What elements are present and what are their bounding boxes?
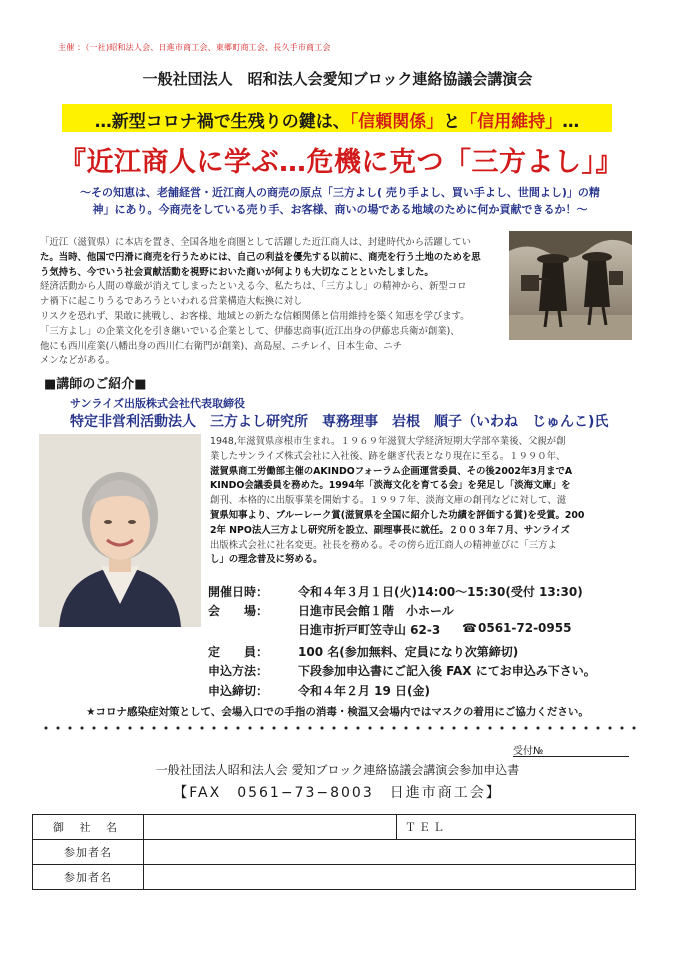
main-title: 『近江商人に学ぶ…危機に克つ「三方よし」』 <box>59 147 623 178</box>
deadline-label: 申込締切： <box>208 684 269 698</box>
venue-address: 日進市折戸町笠寺山 62-3 <box>298 623 441 637</box>
receipt-number: 受付№ <box>513 742 629 757</box>
body-line: メンなどがある。 <box>40 355 116 367</box>
lead-text <box>50 184 630 218</box>
venue-value: 日進市民会館１階 小ホール <box>298 604 454 618</box>
table-row <box>33 865 636 890</box>
apply-label: 申込方法： <box>208 664 269 678</box>
speaker-bio <box>210 435 634 568</box>
organizers-line: 主催 ：（一社)昭和法人会、日進市商工会、東郷町商工会、長久手市商工会 <box>58 43 331 52</box>
tel-label: ＴＥＬ <box>405 821 447 834</box>
fax-line: 【FAX 0561−73−8003 日進市商工会】 <box>173 785 502 801</box>
application-form-table <box>32 814 636 890</box>
bio-line: KINDO会議委員を務めた。1994年「淡海文化を育てる会」を発足し「淡海文庫」を <box>210 480 571 492</box>
speaker-portrait <box>39 434 201 627</box>
table-row <box>33 840 636 865</box>
capacity-label: 定 員： <box>208 645 269 659</box>
cut-line <box>40 724 636 732</box>
speaker-section-heading: ■講師のご紹介■ <box>44 377 147 392</box>
body-line: 「三方よし」の企業文化を引き継いでいる企業として、伊藤忠商事(近江出身の伊藤忠兵衛が創業)、 <box>40 325 460 337</box>
bio-line: 業したサンライズ株式会社に入社後、跡を継ぎ代表となり現在に至る。１９９０年、 <box>210 450 566 462</box>
capacity-value: 100 名(参加無料、定員になり次第締切) <box>298 645 519 659</box>
body-line: た。当時、他国で円滑に商売を行うためには、自己の利益を優先する以前に、商売を行う土地のためを思 <box>40 251 481 263</box>
participant2-label: 参加者名 <box>33 865 144 890</box>
body-line: う気持ち、今でいう社会貢献活動を視野においた商いが何よりも大切なことといたしました。 <box>40 266 434 278</box>
body-line: ナ禍下に起こりうるであろうといわれる営業構造大転換に対し <box>40 296 303 308</box>
participant1-label: 参加者名 <box>33 840 144 865</box>
lead-line-2: 神」にあり。今商売をしている売り手、お客様、商いの場である地域のために何か貢献できるか！～ <box>92 203 588 216</box>
phone-icon: ☎ <box>462 621 477 635</box>
body-line: 経済活動から人間の尊厳が消えてしまったといえる今、私たちは、「三方よし」の精神から、新型コロ <box>40 281 467 293</box>
lead-line-1: ～その知恵は、老舗経営・近江商人の商売の原点「三方よし( 売り手よし、買い手よし、世間よし)」の精 <box>80 186 600 199</box>
tel-field[interactable] <box>397 815 636 840</box>
bio-line: 賀県知事より、ブルーレーク賞(滋賀県を全国に紹介した功績を評価する賞)を受賞。200 <box>210 509 585 521</box>
participant2-field[interactable] <box>144 865 636 890</box>
headline-part1: …新型コロナ禍で生残りの鍵は、 <box>94 112 350 132</box>
headline-credit: 「信用維持」 <box>460 112 563 132</box>
speaker-title: 特定非営利活動法人 三方よし研究所 専務理事 岩根 順子（いわね じゅんこ)氏 <box>70 414 609 430</box>
bio-line: 2年 NPO法人三方よし研究所を設立、副理事長に就任。２００３年７月、サンライズ <box>210 524 570 536</box>
speaker-company: サンライズ出版株式会社代表取締役 <box>70 397 246 410</box>
headline <box>62 107 612 132</box>
date-label: 開催日時： <box>208 585 269 599</box>
date-value: 令和４年３月１日(火)14:00～15:30(受付 13:30) <box>298 585 583 599</box>
venue-label: 会 場： <box>208 604 269 618</box>
body-line: リスクを恐れず、果敢に挑戦し、お客様、地域との新たな信頼関係と信用維持を築く知恵を学びます。 <box>40 310 470 322</box>
company-field[interactable] <box>144 815 397 840</box>
body-line: 他にも西川産業(八幡出身の西川仁右衛門が創業)、高島屋、ニチレイ、日本生命、ニチ <box>40 340 403 352</box>
covid-notice: ★コロナ感染症対策として、会場入口での手指の消毒・検温又会場内ではマスクの着用にご協力ください。 <box>86 706 589 718</box>
bio-line: 滋賀県商工労働部主催のAKINDOフォーラム企画運営委員、その後2002年3月までA <box>210 465 573 477</box>
bio-line: 出版株式会社に社名変更。社長を務める。その傍ら近江商人の精神並びに「三方よ <box>210 539 557 551</box>
table-row <box>33 815 636 840</box>
headline-trust: 「信頼関係」 <box>349 112 444 132</box>
deadline-value: 令和４年２月 19 日(金) <box>298 684 431 698</box>
headline-part2: … <box>562 112 580 132</box>
venue-phone: 0561-72-0955 <box>478 621 572 635</box>
merchants-photo <box>509 231 632 340</box>
body-line: 「近江（滋賀県）に本店を置き、全国各地を商圏として活躍した近江商人は、封建時代から活躍してい <box>40 237 471 248</box>
form-title: 一般社団法人昭和法人会 愛知ブロック連絡協議会講演会参加申込書 <box>155 763 520 777</box>
apply-value: 下段参加申込書にご記入後 FAX にてお申込み下さい。 <box>298 664 596 678</box>
intro-body <box>40 236 502 369</box>
bio-line: 1948,年滋賀県彦根市生まれ。１９６９年滋賀大学経済短期大学部卒業後、父親が創 <box>210 436 566 447</box>
bio-line: 創刊、本格的に出版事業を開始する。１９９７年、淡海文庫の創刊などに対して、滋 <box>210 495 567 507</box>
event-title: 一般社団法人 昭和法人会愛知ブロック連絡協議会講演会 <box>142 70 533 88</box>
headline-and: と <box>443 112 461 132</box>
company-label: 御 社 名 <box>33 815 144 840</box>
participant1-field[interactable] <box>144 840 636 865</box>
bio-line: し」の理念普及に努める。 <box>210 554 323 566</box>
